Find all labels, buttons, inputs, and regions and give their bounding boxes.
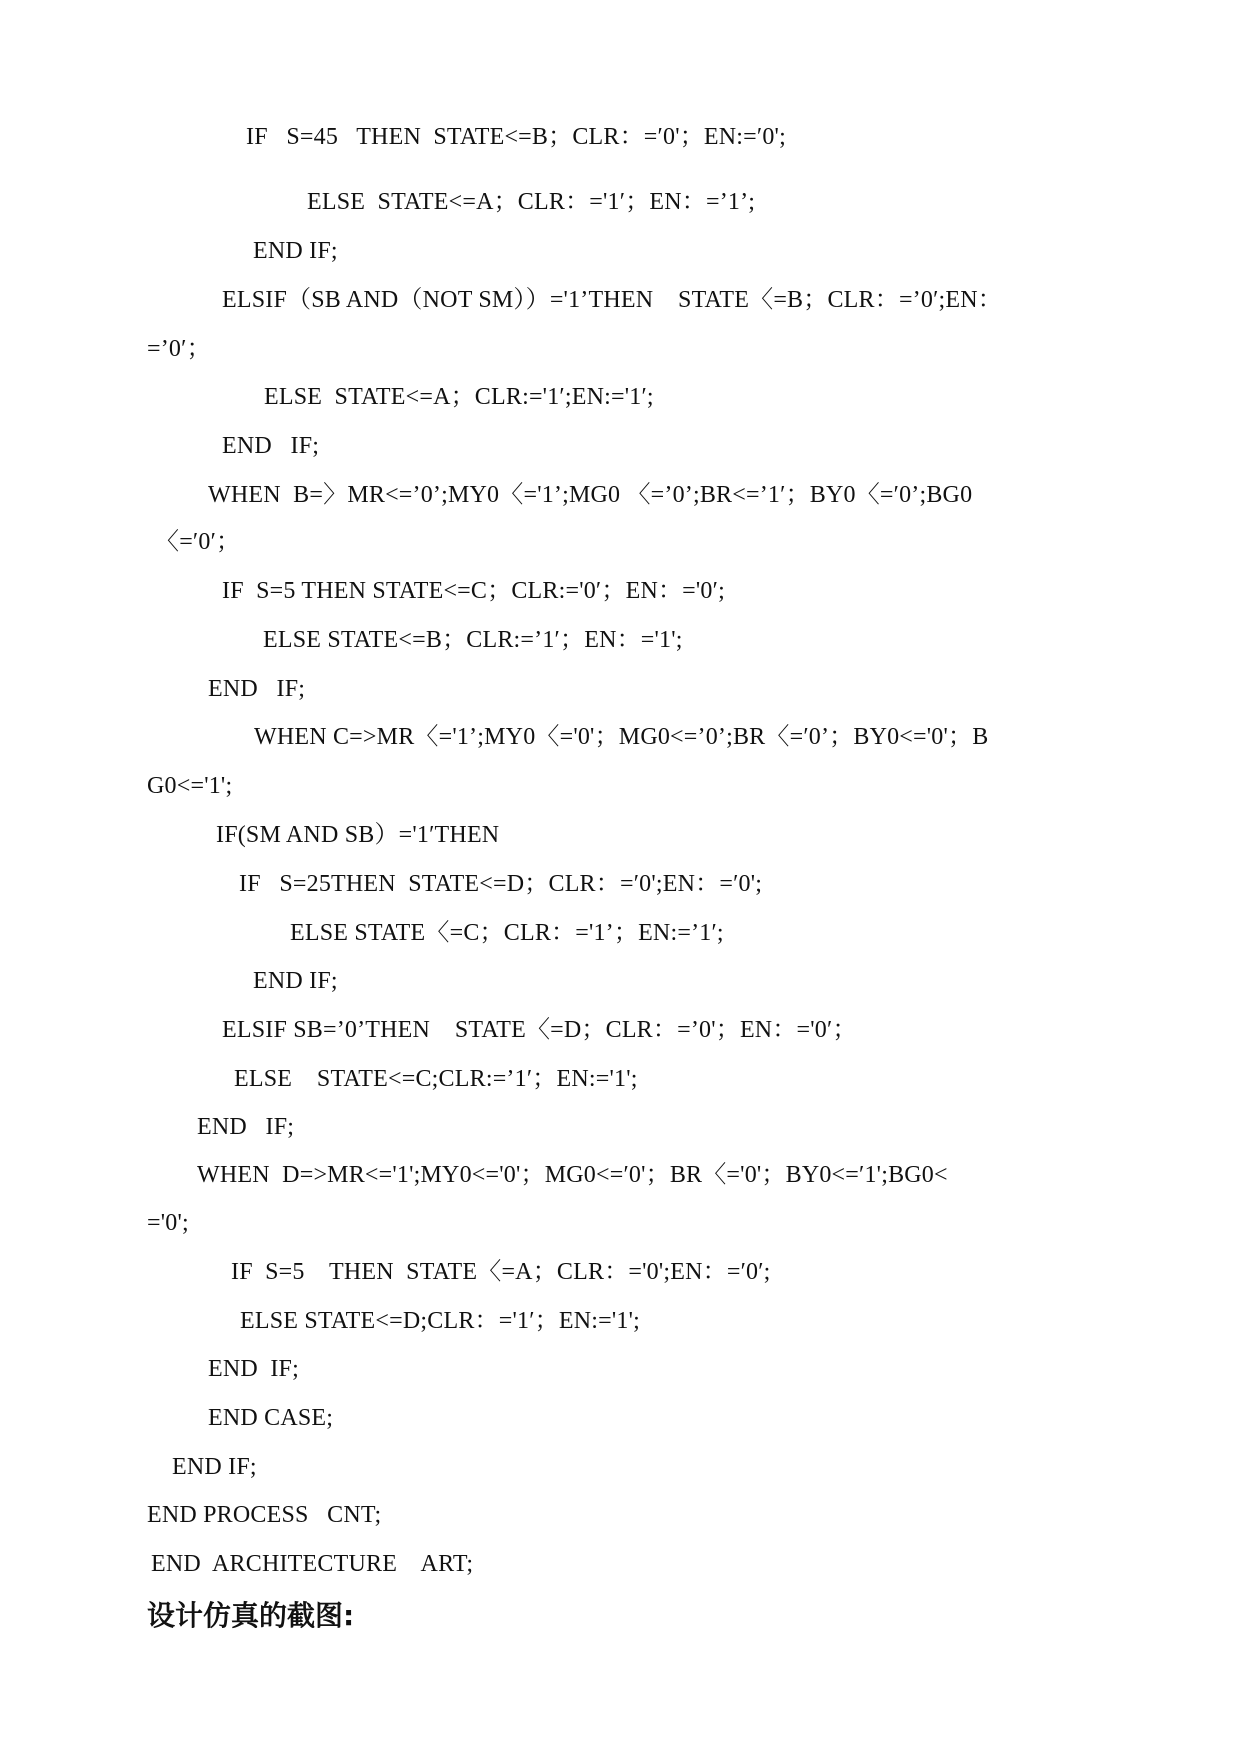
code-line: ='0'; — [147, 1210, 189, 1236]
code-line: G0<='1'; — [147, 773, 233, 799]
section-heading: 设计仿真的截图: — [147, 1599, 355, 1632]
code-line: END ARCHITECTURE ART; — [151, 1551, 474, 1577]
code-line: WHEN C=>MR〈='1’;MY0〈='0'；MG0<=’0’;BR〈=′0’；BY0<='0'；B — [254, 724, 989, 750]
code-line: IF(SM AND SB）='1′THEN — [216, 822, 500, 848]
code-line: ELSIF（SB AND（NOT SM））='1’THEN STATE〈=B；CLR：=’0′;EN： — [222, 287, 1002, 313]
code-line: END IF; — [208, 1356, 299, 1382]
code-line: ELSE STATE<=D;CLR：='1′；EN:='1'; — [240, 1308, 640, 1334]
code-line: END IF; — [253, 238, 338, 264]
code-line: ELSE STATE<=B；CLR:=’1′；EN：='1'; — [263, 627, 683, 653]
code-line: END IF; — [253, 968, 338, 994]
code-line: WHEN D=>MR<='1';MY0<='0'；MG0<=′0'；BR〈='0'；BY0<=′1';BG0< — [197, 1162, 948, 1188]
code-line: 〈=′0′； — [155, 529, 241, 555]
code-line: =’0′； — [147, 336, 211, 362]
code-line: END IF; — [222, 433, 320, 459]
code-line: IF S=25THEN STATE<=D；CLR：=′0';EN：=′0'; — [239, 871, 763, 897]
code-line: WHEN B=〉MR<=’0’;MY0〈='1’;MG0 〈=’0’;BR<=’1′；BY0〈=′0’;BG0 — [208, 482, 973, 508]
code-line: ELSE STATE<=A；CLR：='1′；EN：=’1’; — [307, 189, 756, 215]
code-line: IF S=5 THEN STATE<=C；CLR:='0′；EN：='0′; — [222, 578, 725, 604]
code-line: ELSE STATE<=A；CLR:='1′;EN:='1′; — [264, 384, 654, 410]
code-line: END IF; — [208, 676, 306, 702]
code-line: ELSE STATE<=C;CLR:=’1′；EN:='1'; — [234, 1066, 638, 1092]
code-line: END IF; — [197, 1114, 295, 1140]
code-line: END PROCESS CNT; — [147, 1502, 382, 1528]
code-line: ELSIF SB=’0’THEN STATE〈=D；CLR：=’0'；EN：='0′； — [222, 1017, 857, 1043]
code-line: IF S=45 THEN STATE<=B；CLR：=′0'；EN:=′0'; — [246, 124, 786, 150]
code-line: END IF; — [172, 1454, 257, 1480]
code-line: IF S=5 THEN STATE〈=A；CLR：='0';EN：=′0′; — [231, 1259, 771, 1285]
code-line: ELSE STATE〈=C；CLR：='1’；EN:=’1′; — [290, 920, 724, 946]
code-line: END CASE; — [208, 1405, 334, 1431]
